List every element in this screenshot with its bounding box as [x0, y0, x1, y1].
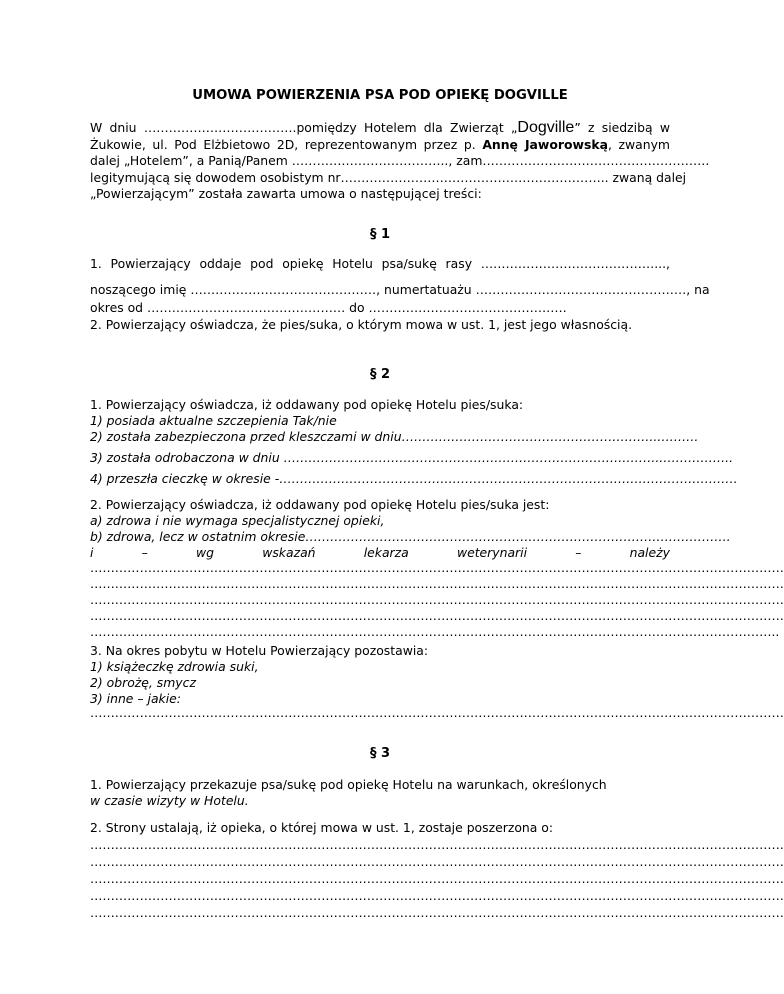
s2-p2-item-c: i – wg wskazań lekarza weterynarii – należy — [90, 545, 670, 560]
s2-p2-item-b: b) zdrowa, lecz w ostatnim okresie…………………………………………………………………………………………. — [90, 529, 731, 544]
s1-p1-line-1: 1. Powierzający oddaje pod opiekę Hotelu psa/sukę rasy ……………………………………..., — [90, 256, 670, 271]
intro-line-2: Żukowie, ul. Pod Elżbietowo 2D, reprezentowanym przez p. Annę Jaworowską, zwanym — [90, 137, 670, 152]
s2-p3-intro: 3. Na okres pobytu w Hotelu Powierzający pozostawia: — [90, 643, 429, 658]
s2-p2-item-a: a) zdrowa i nie wymaga specjalistycznej opieki, — [90, 513, 385, 528]
representative-name: Annę Jaworowską — [482, 137, 608, 152]
s1-p1-line-2: noszącego imię ………………………………………, numertatuażu ……………………………………………, na — [90, 282, 710, 297]
s2-p1-item-1: 1) posiada aktualne szczepienia Tak/nie — [90, 413, 337, 428]
s2-p1-item-4: 4) przeszła cieczkę w okresie -………………………………………………………………………………………………… — [90, 471, 738, 486]
intro-line-4: legitymującą się dowodem osobistym nr……………………………………………………….. zwaną dalej — [90, 170, 687, 185]
s2-p3-item-3: 3) inne – jakie: — [90, 691, 181, 706]
s3-fill-line: …………………………………………………………………………………………………………………………………………………… — [90, 905, 784, 920]
s2-fill-line: …………………………………………………………………………………………………………………………………………………… — [90, 608, 784, 623]
s3-fill-line: …………………………………………………………………………………………………………………………………………………… — [90, 837, 784, 852]
s3-p2: 2. Strony ustalają, iż opieka, o której mowa w ust. 1, zostaje poszerzona o: — [90, 820, 554, 835]
intro-line-1: W dniu ……………………………….pomiędzy Hotelem dla Zwierząt „Dogville” z siedzibą w — [90, 119, 670, 136]
s3-p1-line-1: 1. Powierzający przekazuje psa/sukę pod opiekę Hotelu na warunkach, określonych — [90, 777, 607, 792]
s2-p3-item-2: 2) obrożę, smycz — [90, 675, 196, 690]
s1-p2: 2. Powierzający oświadcza, że pies/suka, o którym mowa w ust. 1, jest jego własnością. — [90, 317, 633, 332]
intro-line-5: „Powierzającym” została zawarta umowa o następującej treści: — [90, 186, 482, 201]
s2-fill-line: …………………………………………………………………………………………………………………………………………………… — [90, 705, 784, 720]
s2-fill-line: …………………………………………………………………………………………………………………………………………………… — [90, 592, 784, 607]
s2-p1-item-2: 2) została zabezpieczona przed kleszczami w dniu……………………………………………………..………. — [90, 429, 699, 444]
s2-fill-line: …………………………………………………………………………………………………………………………………………………… — [90, 576, 784, 591]
intro-line-3: dalej „Hotelem”, a Panią/Panem ……………………………….., zam………………………………………………. — [90, 153, 710, 168]
s2-p1-item-3: 3) została odrobaczona w dniu ………………………………………………………………………………..…………….. — [90, 450, 734, 465]
s2-fill-line: …………………………………………………………………………………………………………………………………………………… — [90, 560, 784, 575]
section-1-heading: § 1 — [369, 227, 391, 242]
s3-fill-line: …………………………………………………………………………………………………………………………………………………… — [90, 871, 784, 886]
section-3-heading: § 3 — [369, 746, 391, 761]
s2-p1-intro: 1. Powierzający oświadcza, iż oddawany pod opiekę Hotelu pies/suka: — [90, 397, 524, 412]
s3-fill-line: …………………………………………………………………………………………………………………………………………………… — [90, 854, 784, 869]
s2-fill-line: ………………………………………………………………………………………………………………………………………………….. — [90, 624, 780, 639]
brand-name: Dogville — [517, 119, 575, 136]
document-title: UMOWA POWIERZENIA PSA POD OPIEKĘ DOGVILLE — [192, 88, 568, 103]
s2-p2-intro: 2. Powierzający oświadcza, iż oddawany pod opiekę Hotelu pies/suka jest: — [90, 497, 550, 512]
section-2-heading: § 2 — [369, 367, 391, 382]
s1-p1-line-3: okres od ………………………………………… do ………………………………………… — [90, 300, 567, 315]
s3-p1-line-2: w czasie wizyty w Hotelu. — [90, 793, 249, 808]
s2-p3-item-1: 1) książeczkę zdrowia suki, — [90, 659, 259, 674]
s3-fill-line: …………………………………………………………………………………………………………………………………………………… — [90, 888, 784, 903]
